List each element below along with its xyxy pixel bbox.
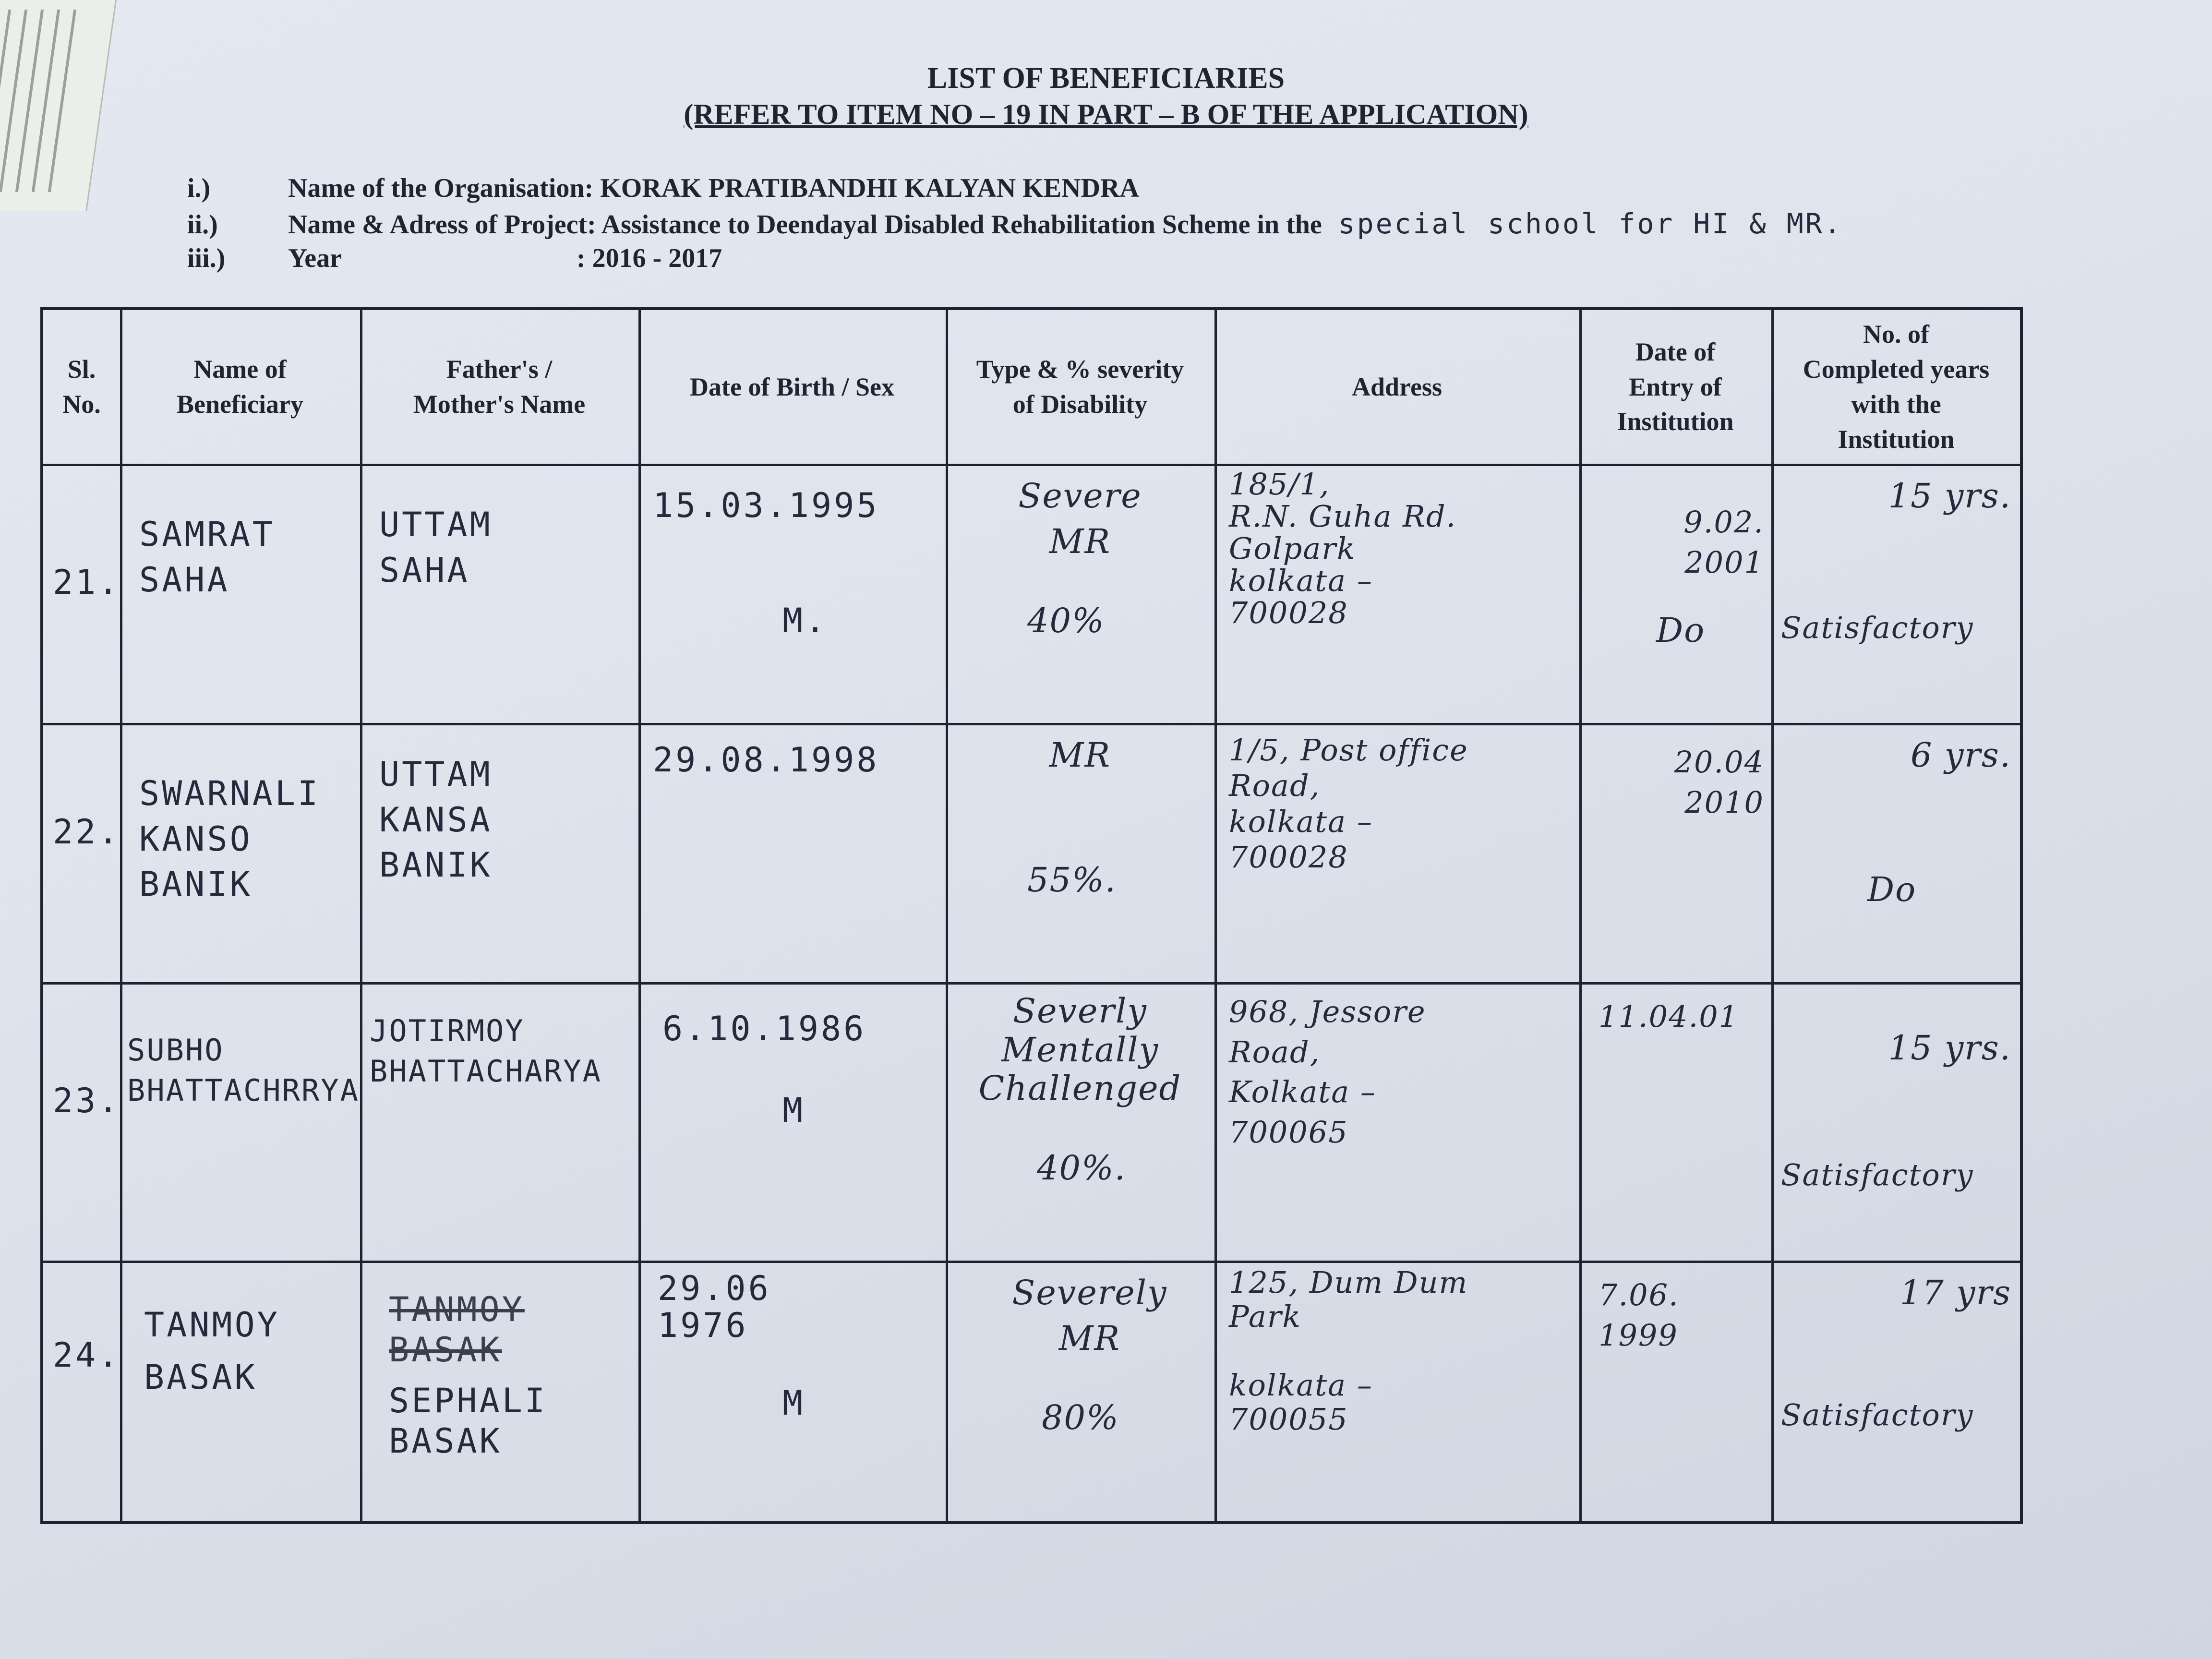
- info-line-project: [187, 207, 1843, 240]
- row-23-years: 15 yrs.: [1888, 1028, 2011, 1068]
- info-line-year: [187, 243, 722, 274]
- row-23-disability: Severly Mentally Challenged: [978, 991, 1182, 1108]
- row-21-entry: 9.02. 2001: [1683, 505, 1764, 580]
- info-label: ii.): [187, 210, 218, 240]
- beneficiaries-table: [40, 307, 2023, 1524]
- row-22-remark: Do: [1867, 870, 1917, 909]
- row-24-severity: 80%: [1042, 1398, 1119, 1437]
- row-22-parent: UTTAM KANSA BANIK: [379, 755, 493, 885]
- row-21-address: 185/1, R.N. Guha Rd. Golpark kolkata – 700028: [1229, 467, 1457, 630]
- info-text: Name & Adress of Project: Assistance to Deendayal Disabled Rehabilitation Scheme in the: [288, 210, 1322, 240]
- info-text: Name of the Organisation: KORAK PRATIBANDHI KALYAN KENDRA: [288, 173, 1139, 203]
- row-21-sl: 21.: [53, 563, 121, 602]
- row-24-remark: Satisfactory: [1781, 1397, 1974, 1432]
- row-24-years: 17 yrs: [1899, 1273, 2011, 1312]
- row-22-name: SWARNALI KANSO BANIK: [139, 774, 321, 904]
- column-header-sl: Sl. No.: [62, 355, 101, 419]
- row-23-severity: 40%.: [1037, 1148, 1126, 1188]
- row-23-name: SUBHO BHATTACHRRYA: [127, 1033, 360, 1108]
- row-21-name: SAMRAT SAHA: [139, 515, 275, 600]
- row-24-dob: 29.06 1976: [658, 1269, 771, 1345]
- row-21-dob: 15.03.1995: [653, 486, 879, 525]
- column-header-dob: Date of Birth / Sex: [690, 372, 894, 401]
- row-24-sex: M: [782, 1383, 805, 1423]
- row-21-sex: M.: [782, 601, 828, 640]
- row-23-entry: 11.04.01: [1599, 999, 1739, 1034]
- row-22-years: 6 yrs.: [1911, 735, 2011, 775]
- row-23-dob: 6.10.1986: [662, 1009, 866, 1048]
- row-24-sl: 24.: [53, 1335, 121, 1375]
- row-24-address: 125, Dum Dum Park kolkata – 700055: [1229, 1265, 1468, 1437]
- info-label: i.): [187, 173, 211, 203]
- row-24-parent: SEPHALI BASAK: [389, 1381, 548, 1461]
- row-22-address: 1/5, Post office Road, kolkata – 700028: [1229, 733, 1468, 875]
- row-24-parent-struck: TANMOY BASAK: [389, 1290, 525, 1370]
- info-line-organisation: [187, 173, 1139, 204]
- row-21-years: 15 yrs.: [1888, 476, 2011, 516]
- column-header-parent: Father's / Mother's Name: [413, 355, 586, 419]
- info-label: iii.): [187, 243, 226, 273]
- row-22-severity: 55%.: [1027, 860, 1117, 900]
- info-text: Year : 2016 - 2017: [288, 243, 722, 273]
- column-header-disability: Type & % severity of Disability: [976, 355, 1184, 419]
- row-23-address: 968, Jessore Road, Kolkata – 700065: [1229, 994, 1426, 1150]
- row-23-remark: Satisfactory: [1781, 1157, 1974, 1192]
- row-21-severity: 40%: [1027, 601, 1105, 640]
- row-23-sex: M: [782, 1091, 805, 1130]
- row-22-entry: 20.04 2010: [1674, 745, 1764, 820]
- row-22-sl: 22.: [53, 812, 121, 852]
- info-handwritten: special school for HI & MR.: [1338, 207, 1843, 240]
- column-header-entry: Date of Entry of Institution: [1617, 337, 1734, 436]
- row-21-remark: Satisfactory: [1781, 610, 1974, 645]
- row-21-entry-note: Do: [1656, 611, 1706, 650]
- row-23-sl: 23.: [53, 1081, 121, 1120]
- document-subtitle: (REFER TO ITEM NO – 19 IN PART – B OF THE APPLICATION): [684, 98, 1528, 130]
- column-header-years: No. of Completed years with the Institution: [1803, 320, 1990, 454]
- row-24-name: TANMOY BASAK: [144, 1305, 280, 1397]
- row-23-parent: JOTIRMOY BHATTACHARYA: [370, 1013, 602, 1089]
- document-title: LIST OF BENEFICIARIES: [927, 62, 1285, 95]
- column-header-name: Name of Beneficiary: [177, 355, 303, 419]
- row-22-disability: MR: [1049, 735, 1111, 775]
- column-header-address: Address: [1351, 372, 1443, 401]
- row-21-disability: Severe MR: [1018, 476, 1142, 561]
- row-21-parent: UTTAM SAHA: [379, 505, 493, 590]
- row-24-disability: Severely MR: [1012, 1273, 1167, 1358]
- row-22-dob: 29.08.1998: [653, 740, 879, 780]
- row-24-entry: 7.06. 1999: [1599, 1277, 1679, 1353]
